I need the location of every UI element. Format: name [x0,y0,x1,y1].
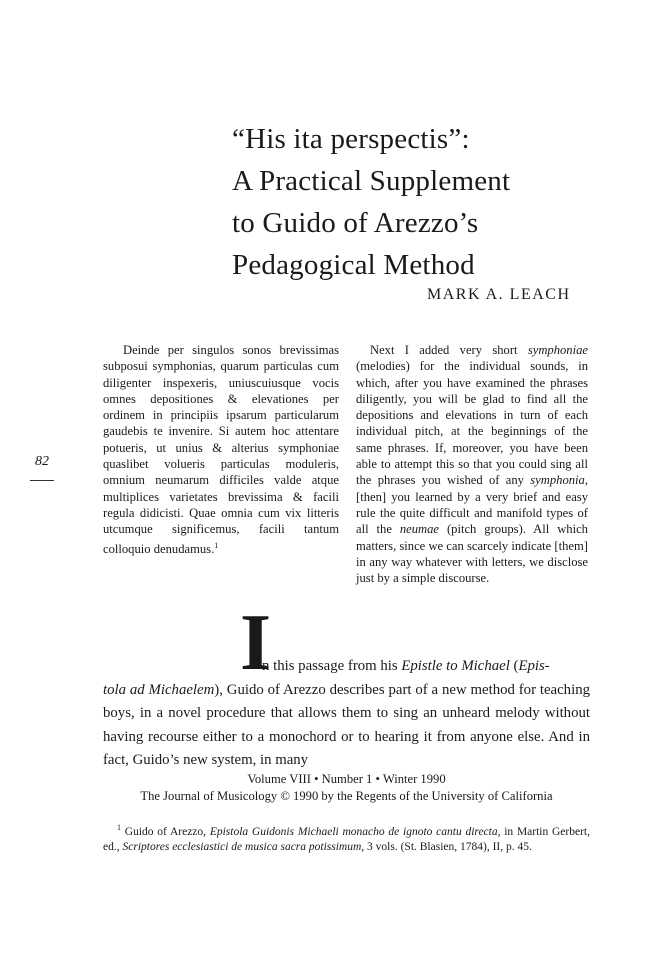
footnote-text: 3 vols. (St. Blasien, 1784), II, p. 45. [364,841,532,854]
title-line-4: Pedagogical Method [232,249,475,281]
epistle-title: Epistle to Michael [401,658,510,674]
footnote-ref[interactable]: 1 [214,540,219,550]
title-line-3: to Guido of Arezzo’s [232,207,479,239]
translation-text: (melodies) for the individual sounds, in which, after you have examined the phrases diligently, you will be glad to find all the depositions and elevations in turn of each individual pitch, at the beginnings of the same phrases. If, moreover, you have been able to attempt this so that you could sing all the phrases you wished of any [356,359,588,488]
footnote-text: Guido of Arezzo, [121,825,210,838]
page-number-rule [30,480,54,481]
body-paragraph [103,679,590,773]
footnote-title: Epistola Guidonis Michaeli monacho de ignoto cantu directa, [209,825,501,838]
footnote-text: in Martin Gerbert, ed., [103,825,590,854]
author-name: MARK A. LEACH [427,286,571,303]
latin-text: Deinde per singulos sonos brevissimas subposui symphonias, quarum particulas cum diligenter inspexeris, uniuscuiusque vocis omnes depositiones & elevationes per ordinem in principiis ipsarum particularum gaudebis te invenire. Si autem hoc attentare potueris, ut unius & alterius symphoniae quaslibet volueris particulas moduleris, omnium neumarum difficiles valde atque multiplices varietates brevissima & facili regula didicisti. Quae omnia cum vix litteris utcumque significemus, facili tantum colloquio denudamus. [103,343,339,556]
footnote [103,820,590,856]
term-neumae: neumae [399,522,440,537]
footnote-title: Scriptores ecclesiastici de musica sacra potissimum, [122,841,365,854]
body-text: ), Guido of Arezzo describes part of a new method for teaching boys, in a novel procedure that allows them to sing an unheard melody without having recourse either to a monochord or to hearing it from anyone else. And in fact, Guido’s new system, in many [103,681,590,768]
text-run: n this passage from his [262,658,402,674]
volume-info: Volume VIII • Number 1 • Winter 1990 [247,772,446,786]
latin-title-end: tola ad Michaelem [103,681,215,698]
article-title [232,120,632,288]
translation-text: [then] you learned by a very brief and easy rule the quite difficult and manifold types of all the [356,489,588,537]
copyright-line: The Journal of Musicology © 1990 by the Regents of the University of California [140,789,553,803]
translation-text: (pitch groups). All which matters, since we can scarcely indicate [them] in any way whatever with letters, we disclose just by a simple discourse. [356,522,588,586]
translation-text: Next I added very short [370,343,528,357]
title-line-2: A Practical Supplement [232,165,511,197]
title-line-1: “His ita perspectis”: [232,123,470,155]
latin-title-start: Epis- [518,658,550,674]
drop-cap: I [240,599,272,687]
english-translation [356,342,588,586]
term-symphoniae: symphoniae [527,343,588,357]
first-line-text [262,655,550,679]
term-symphonia: symphonia, [530,473,588,488]
latin-epigraph [103,342,339,557]
footnote-marker: 1 [117,823,121,832]
article-body [103,599,590,773]
text-run: ( [509,658,519,674]
page-number: 82 [35,454,49,469]
journal-footer [103,771,590,805]
body-first-line [103,599,590,687]
